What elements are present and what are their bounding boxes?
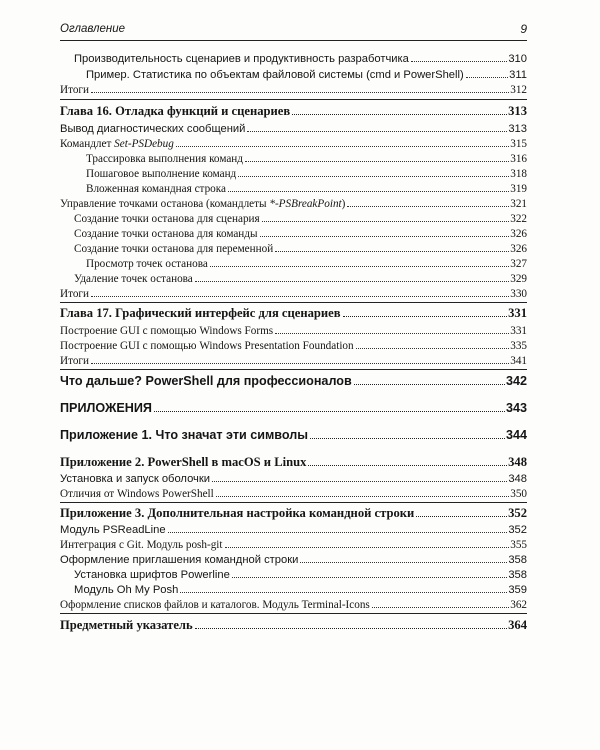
toc-entry-title: Вывод диагностических сообщений xyxy=(60,123,246,135)
dot-leader xyxy=(300,562,507,563)
toc-entry-page: 318 xyxy=(510,168,527,180)
toc-entry xyxy=(60,339,527,353)
toc-chapter xyxy=(60,305,527,321)
toc-entry-title: Удаление точек останова xyxy=(74,273,193,285)
toc-entry xyxy=(60,197,527,211)
dot-leader xyxy=(195,281,509,282)
toc-entry-title-suffix: ) xyxy=(341,198,346,210)
toc-entry-title: Трассировка выполнения команд xyxy=(86,153,243,165)
toc-entry-title xyxy=(60,137,174,151)
toc-entry-page: 312 xyxy=(510,84,527,96)
toc-entry-page: 364 xyxy=(508,618,527,632)
dot-leader xyxy=(262,221,510,222)
dot-leader xyxy=(216,496,509,497)
cmdlet-name: *-PSBreakPoint xyxy=(269,198,342,210)
toc-entry-title: Установка шрифтов Powerline xyxy=(74,569,230,581)
toc-entry-title: Модуль PSReadLine xyxy=(60,524,166,536)
toc-entry-title: Итоги xyxy=(60,84,89,96)
toc-entry-page: 313 xyxy=(508,123,527,135)
dot-leader xyxy=(91,92,509,93)
toc-entry-title: Построение GUI с помощью Windows Forms xyxy=(60,325,274,337)
toc-entry-title: Предметный указатель xyxy=(60,618,193,632)
dot-leader xyxy=(411,61,507,62)
cmdlet-name: Set-PSDebug xyxy=(114,138,174,150)
dot-leader xyxy=(466,77,508,78)
dot-leader xyxy=(354,384,505,385)
dot-leader xyxy=(372,607,509,608)
toc-entry xyxy=(60,68,527,82)
toc-chapter xyxy=(60,103,527,119)
toc-entry-title: Пример. Статистика по объектам файловой системы (cmd и PowerShell) xyxy=(86,69,464,81)
toc-entry-title-prefix: Командлет xyxy=(60,138,115,150)
toc-entry xyxy=(60,354,527,368)
toc-entry-page: 352 xyxy=(508,524,527,536)
toc-entry-page: 358 xyxy=(508,554,527,566)
toc-entry-title: Создание точки останова для команды xyxy=(74,228,258,240)
dot-leader xyxy=(292,114,507,115)
toc-entry xyxy=(60,472,527,486)
toc-entry-page: 331 xyxy=(510,325,527,337)
toc-entry-page: 358 xyxy=(508,569,527,581)
toc-entry-title: Итоги xyxy=(60,288,89,300)
toc-entry-page: 355 xyxy=(510,539,527,551)
section-rule xyxy=(60,613,527,614)
toc-entry-title: Глава 16. Отладка функций и сценариев xyxy=(60,104,291,118)
toc-index xyxy=(60,617,527,633)
toc-entry-page: 313 xyxy=(508,104,527,118)
toc-entry xyxy=(60,137,527,151)
toc-entry-title: Установка и запуск оболочки xyxy=(60,473,211,485)
toc-entry-page: 327 xyxy=(510,258,527,270)
toc-entry-page: 319 xyxy=(510,183,527,195)
page-number: 9 xyxy=(520,22,527,36)
dot-leader xyxy=(225,547,510,548)
toc-entry xyxy=(60,167,527,181)
toc-entry-page: 329 xyxy=(510,273,527,285)
toc-entry xyxy=(60,553,527,567)
dot-leader xyxy=(247,131,507,132)
toc-entry-title: Что дальше? PowerShell для профессионалов xyxy=(60,374,352,388)
toc-entry-title-prefix: Управление точками останова (командлеты xyxy=(60,198,270,210)
running-header xyxy=(60,22,527,41)
toc-entry-page: 348 xyxy=(508,455,527,469)
toc-entry-page: 362 xyxy=(510,599,527,611)
dot-leader xyxy=(232,577,508,578)
toc-entry-page: 330 xyxy=(510,288,527,300)
toc-entry xyxy=(60,324,527,338)
toc-entry-page: 348 xyxy=(508,473,527,485)
toc-entry xyxy=(60,122,527,136)
section-rule xyxy=(60,502,527,503)
toc-entry xyxy=(60,598,527,612)
toc-entry xyxy=(60,212,527,226)
toc-entry-page: 321 xyxy=(510,198,527,210)
toc-entry-page: 322 xyxy=(510,213,527,225)
dot-leader xyxy=(260,236,510,237)
dot-leader xyxy=(356,348,510,349)
toc-entry-title: Приложение 1. Что значат эти символы xyxy=(60,428,309,442)
toc-entry-title: Отличия от Windows PowerShell xyxy=(60,488,214,500)
toc-entry-page: 343 xyxy=(505,401,527,415)
toc-entry xyxy=(60,257,527,271)
toc-entry-title: Интеграция с Git. Модуль posh-git xyxy=(60,539,223,551)
toc-entry-title: Глава 17. Графический интерфейс для сценариев xyxy=(60,306,341,320)
toc-entry-page: 326 xyxy=(510,243,527,255)
toc-entry-title: Построение GUI с помощью Windows Presentation Foundation xyxy=(60,340,354,352)
toc-entry xyxy=(60,523,527,537)
toc-entry xyxy=(60,287,527,301)
section-rule xyxy=(60,369,527,370)
toc-entry-title xyxy=(60,197,345,211)
dot-leader xyxy=(343,316,508,317)
toc-entry xyxy=(60,227,527,241)
dot-leader xyxy=(210,266,509,267)
toc-entry-page: 341 xyxy=(510,355,527,367)
toc-entry-page: 344 xyxy=(505,428,527,442)
toc-entry-title: Пошаговое выполнение команд xyxy=(86,168,237,180)
dot-leader xyxy=(275,333,509,334)
dot-leader xyxy=(275,251,509,252)
toc-entry-title: Итоги xyxy=(60,355,89,367)
dot-leader xyxy=(308,465,507,466)
toc-entry-page: 315 xyxy=(510,138,527,150)
toc-entry-page: 316 xyxy=(510,153,527,165)
toc-entry-page: 310 xyxy=(508,53,527,65)
dot-leader xyxy=(154,411,505,412)
toc-entry-title: ПРИЛОЖЕНИЯ xyxy=(60,401,152,415)
dot-leader xyxy=(212,481,507,482)
toc-entry xyxy=(60,272,527,286)
toc-part xyxy=(60,400,527,416)
toc-entry xyxy=(60,182,527,196)
running-header-title: Оглавление xyxy=(60,23,125,35)
toc-entry-page: 350 xyxy=(510,488,527,500)
toc-entry-title: Просмотр точек останова xyxy=(86,258,208,270)
toc-entry-page: 326 xyxy=(510,228,527,240)
toc-entry xyxy=(60,568,527,582)
toc-entry-title: Приложение 2. PowerShell в macOS и Linux xyxy=(60,455,307,469)
dot-leader xyxy=(228,191,509,192)
toc-entry xyxy=(60,538,527,552)
dot-leader xyxy=(91,363,509,364)
dot-leader xyxy=(195,628,507,629)
toc-entry-title: Вложенная командная строка xyxy=(86,183,226,195)
toc-entry xyxy=(60,583,527,597)
toc-entry-title: Оформление приглашения командной строки xyxy=(60,554,299,566)
dot-leader xyxy=(347,206,509,207)
toc-entry xyxy=(60,152,527,166)
dot-leader xyxy=(176,146,509,147)
toc-entry-title: Приложение 3. Дополнительная настройка командной строки xyxy=(60,506,415,520)
dot-leader xyxy=(416,516,507,517)
dot-leader xyxy=(180,592,507,593)
toc-entry xyxy=(60,83,527,97)
dot-leader xyxy=(310,438,505,439)
toc-entry-title: Производительность сценариев и продуктивность разработчика xyxy=(74,53,409,65)
toc-entry xyxy=(60,487,527,501)
toc-entry-page: 352 xyxy=(508,506,527,520)
section-rule xyxy=(60,302,527,303)
toc-entry-page: 311 xyxy=(509,69,527,81)
toc-appendix xyxy=(60,454,527,470)
toc-entry-title: Создание точки останова для сценария xyxy=(74,213,260,225)
toc-entry-page: 335 xyxy=(510,340,527,352)
toc-chapter xyxy=(60,373,527,389)
toc-entry xyxy=(60,242,527,256)
dot-leader xyxy=(91,296,509,297)
dot-leader xyxy=(238,176,509,177)
toc-entry xyxy=(60,52,527,66)
toc-entry-page: 331 xyxy=(508,306,527,320)
toc-entry-page: 359 xyxy=(508,584,527,596)
section-rule xyxy=(60,99,527,100)
toc-entry-title: Создание точки останова для переменной xyxy=(74,243,274,255)
toc-entry-title: Оформление списков файлов и каталогов. Модуль Terminal-Icons xyxy=(60,599,370,611)
toc-appendix xyxy=(60,505,527,521)
toc-entry-title: Модуль Oh My Posh xyxy=(74,584,179,596)
toc-entry-page: 342 xyxy=(505,374,527,388)
dot-leader xyxy=(168,532,508,533)
dot-leader xyxy=(245,161,509,162)
toc-appendix xyxy=(60,427,527,443)
